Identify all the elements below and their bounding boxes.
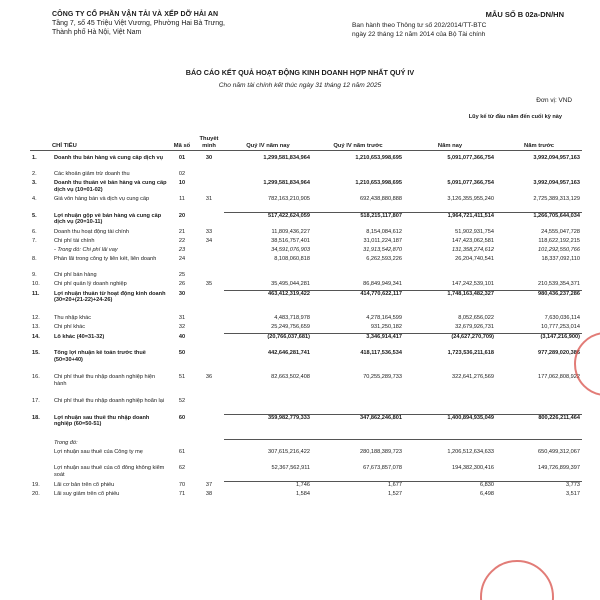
row-no: 13. [32, 324, 40, 331]
row-q-prev: 347,862,246,801 [312, 415, 404, 440]
company-address-line-1: Tầng 7, số 45 Triệu Việt Vương, Phường Hai Bà Trưng, [52, 20, 225, 28]
report-subtitle: Cho năm tài chính kết thúc ngày 31 tháng 12 năm 2025 [218, 82, 382, 89]
table-row [30, 247, 582, 256]
row-label: Chi phí tài chính [54, 238, 95, 245]
row-no: 9. [32, 272, 37, 279]
row-q-this: 52,367,562,911 [224, 465, 312, 482]
row-code: 10 [178, 180, 186, 187]
row-y-this: 1,964,721,411,514 [447, 213, 494, 220]
row-q-prev: 414,770,622,117 [360, 291, 402, 298]
row-no: 11. [32, 290, 40, 297]
row-note [194, 440, 224, 450]
row-note: 31 [205, 196, 213, 203]
row-label: - Trong đó: Chi phí lãi vay [54, 247, 118, 254]
row-code: 70 [178, 481, 186, 488]
row-code: 23 [178, 247, 186, 254]
row-note [194, 350, 224, 374]
table-row [30, 415, 582, 440]
row-note [194, 180, 224, 196]
col-header-q-this: Quý IV năm nay [224, 136, 312, 151]
row-q-this: 1,299,581,834,964 [263, 155, 310, 162]
row-code: 60 [178, 414, 186, 421]
row-code: 40 [178, 333, 186, 340]
table-row [30, 272, 582, 281]
row-y-this: 3,126,355,955,240 [404, 196, 496, 213]
row-q-this: 4,483,718,978 [274, 315, 310, 322]
row-no: 8. [32, 256, 37, 263]
row-y-this: 1,206,512,634,633 [447, 449, 494, 456]
row-y-prev: 3,992,094,957,163 [533, 155, 580, 162]
table-row [30, 449, 582, 465]
row-q-prev [312, 398, 404, 415]
table-row [30, 491, 582, 500]
row-y-prev: 980,436,237,286 [538, 291, 580, 298]
row-q-this: 442,646,281,741 [268, 350, 310, 357]
col-header-q-prev: Quý IV năm trước [312, 136, 404, 151]
row-q-this: 1,299,581,834,964 [263, 180, 310, 187]
row-label: Lỗ khác (40=31-32) [54, 333, 105, 340]
row-q-prev: 31,913,542,870 [363, 247, 402, 254]
row-label: Lợi nhuận thuần từ hoạt động kinh doanh (30=20+(21-22)+24-26) [54, 290, 166, 304]
row-code: 61 [178, 449, 186, 456]
row-q-prev: 67,673,857,078 [312, 465, 404, 482]
row-y-this: 26,204,740,541 [455, 256, 494, 263]
row-y-prev: 977,289,020,386 [538, 350, 580, 357]
row-y-prev: 2,725,389,313,129 [496, 196, 582, 213]
row-no: 18. [32, 414, 40, 421]
row-q-prev: 6,262,593,226 [366, 256, 402, 263]
row-q-this: 11,809,436,227 [271, 229, 310, 236]
row-y-this: 51,902,931,754 [455, 229, 494, 236]
table-row [30, 180, 582, 196]
row-code: 25 [178, 272, 186, 279]
report-title: BÁO CÁO KẾT QUẢ HOẠT ĐỘNG KINH DOANH HỢP NHẤT QUÝ IV [185, 68, 415, 77]
row-note [194, 465, 224, 482]
row-label: Lợi nhuận sau thuế của Công ty mẹ [54, 449, 143, 456]
row-q-this: 1,746 [296, 482, 310, 489]
row-y-this: 1,400,894,935,049 [404, 415, 496, 440]
row-q-this [224, 398, 312, 415]
row-code: 51 [178, 374, 186, 381]
table-row [30, 196, 582, 213]
row-y-prev: 177,062,808,922 [538, 374, 580, 381]
row-q-this: (20,766,037,681) [267, 334, 310, 341]
row-note [194, 324, 224, 334]
table-header-row [30, 136, 582, 151]
row-q-this: 782,163,210,905 [224, 196, 312, 213]
company-seal [480, 560, 554, 600]
col-header-y-this: Năm nay [404, 136, 496, 151]
table-row [30, 398, 582, 415]
row-y-prev: 18,337,092,110 [541, 256, 580, 263]
form-code: MẪU SỐ B 02a-DN/HN [485, 10, 564, 19]
row-q-this: 359,982,779,333 [224, 415, 312, 440]
row-no [30, 440, 52, 450]
row-q-this: 38,516,757,401 [271, 238, 310, 245]
row-q-this [224, 440, 312, 450]
row-label: Thu nhập khác [54, 315, 92, 322]
row-note [194, 415, 224, 440]
row-no: 17. [32, 398, 40, 405]
row-code: 62 [178, 465, 186, 472]
row-q-prev: 1,210,653,998,695 [355, 180, 402, 187]
row-label: Phần lãi trong công ty liên kết, liên doanh [54, 256, 157, 263]
row-code: 50 [178, 350, 186, 357]
row-y-this: 131,358,274,612 [452, 247, 494, 254]
table-row [30, 171, 582, 180]
row-code: 21 [178, 229, 186, 236]
row-no: 2. [32, 171, 37, 178]
row-code: 02 [178, 171, 186, 178]
row-no: 19. [32, 481, 40, 488]
row-no: 1. [32, 155, 37, 162]
row-note: 33 [205, 229, 213, 236]
row-no: 15. [32, 350, 40, 357]
row-q-this: 82,663,502,408 [271, 374, 310, 381]
row-y-prev [496, 440, 582, 450]
company-address-line-2: Thành phố Hà Nội, Việt Nam [52, 29, 142, 37]
table-row [30, 334, 582, 351]
table-row [30, 229, 582, 238]
row-y-this [404, 440, 496, 450]
row-note [194, 398, 224, 415]
row-code: 71 [178, 491, 186, 498]
row-y-prev: 210,539,354,371 [496, 281, 582, 291]
row-code: 30 [178, 290, 186, 297]
row-y-this: 194,382,300,416 [404, 465, 496, 482]
table-row [30, 281, 582, 291]
table-row [30, 256, 582, 272]
row-q-this: 463,412,319,422 [268, 291, 310, 298]
income-statement-table [30, 136, 582, 500]
row-q-prev: 4,278,164,599 [366, 315, 402, 322]
row-q-this: 1,584 [296, 491, 310, 498]
row-no: 3. [32, 180, 37, 187]
row-y-this [404, 171, 496, 180]
row-y-this: 322,641,276,569 [452, 374, 494, 381]
row-y-prev: 24,555,047,728 [541, 229, 580, 236]
company-header [52, 11, 352, 37]
row-q-this: 307,615,216,422 [268, 449, 310, 456]
row-note [194, 449, 224, 465]
row-q-this [224, 272, 312, 281]
row-q-prev: 1,527 [388, 491, 402, 498]
row-q-prev: 70,255,289,733 [363, 374, 402, 381]
circular-line-1: Ban hành theo Thông tư số 202/2014/TT-BTC [352, 21, 487, 29]
row-code: 32 [178, 324, 186, 331]
row-y-this: 8,052,656,022 [458, 315, 494, 322]
row-y-prev: 7,630,036,114 [544, 315, 580, 322]
row-y-this: 5,091,077,366,754 [447, 155, 494, 162]
row-q-prev: 418,117,536,534 [360, 350, 402, 357]
row-note: 38 [205, 491, 213, 498]
row-no: 7. [32, 238, 37, 245]
row-code: 11 [179, 196, 185, 203]
row-q-prev [312, 440, 404, 450]
row-q-prev: 3,346,914,417 [366, 334, 402, 341]
row-note [194, 291, 224, 316]
row-q-prev: 31,011,224,187 [363, 238, 402, 245]
row-y-prev: 1,266,705,644,034 [533, 213, 580, 220]
col-header-item: CHỈ TIÊU [30, 136, 170, 151]
row-y-prev [496, 272, 582, 281]
row-q-prev: 1,677 [388, 482, 402, 489]
row-no [30, 247, 52, 256]
table-row [30, 350, 582, 374]
row-y-prev [496, 398, 582, 415]
col-header-code: Mã số [170, 136, 194, 151]
col-header-note: Thuyết minh [194, 136, 224, 151]
table-row [30, 374, 582, 398]
circular-line-2: ngày 22 tháng 12 năm 2014 của Bộ Tài chính [352, 31, 486, 39]
row-label: Trong đó: [54, 439, 78, 446]
row-y-this [404, 398, 496, 415]
row-note: 35 [205, 281, 213, 288]
row-no [30, 465, 52, 482]
row-label: Chi phí thuế thu nhập doanh nghiệp hoãn lại [54, 398, 165, 405]
col-header-y-prev: Năm trước [496, 136, 582, 151]
row-label: Lợi nhuận gộp về bán hàng và cung cấp dịch vụ (20=10-11) [54, 212, 162, 226]
row-code: 31 [178, 315, 186, 322]
row-label: Doanh thu thuần về bán hàng và cung cấp dịch vụ (10=01-02) [54, 180, 167, 193]
row-note [194, 256, 224, 272]
row-q-prev [312, 272, 404, 281]
row-note [194, 334, 224, 351]
row-q-this: 517,422,624,059 [268, 213, 310, 220]
row-y-prev: 3,773 [566, 482, 580, 489]
row-no: 16. [32, 374, 40, 381]
table-row [30, 315, 582, 324]
row-q-prev: 8,154,084,612 [366, 229, 402, 236]
row-q-this: 35,495,044,281 [224, 281, 312, 291]
row-y-prev: (3,147,216,900) [540, 334, 580, 341]
row-y-this: 147,242,539,101 [404, 281, 496, 291]
row-note [194, 315, 224, 324]
row-label: Chi phí bán hàng [54, 272, 97, 279]
row-q-prev: 280,188,389,723 [360, 449, 402, 456]
row-label: Chi phí thuế thu nhập doanh nghiệp hiện hành [54, 374, 156, 387]
row-q-prev: 86,849,949,341 [312, 281, 404, 291]
row-y-prev: 10,777,253,014 [496, 324, 582, 334]
row-label: Doanh thu bán hàng và cung cấp dịch vụ [54, 155, 164, 162]
row-y-prev [496, 171, 582, 180]
row-y-this: 6,498 [480, 491, 494, 498]
row-q-prev: 1,210,653,998,695 [355, 155, 402, 162]
row-q-this: 8,108,060,818 [274, 256, 310, 263]
row-label: Các khoản giảm trừ doanh thu [54, 171, 130, 178]
row-code: 20 [178, 212, 186, 219]
row-y-prev: 3,517 [566, 491, 580, 498]
row-y-prev: 149,726,899,397 [496, 465, 582, 482]
row-label: Lợi nhuận sau thuế thu nhập doanh nghiệp (60=50-51) [54, 414, 150, 428]
row-label: Tổng lợi nhuận kế toán trước thuế (50=30+40) [54, 350, 146, 363]
row-q-this: 34,591,076,903 [271, 247, 310, 254]
row-code [170, 440, 194, 450]
row-note [194, 247, 224, 256]
row-y-this: 32,679,926,731 [404, 324, 496, 334]
currency-unit: Đơn vị: VND [536, 97, 572, 104]
row-y-this: 5,091,077,366,754 [447, 180, 494, 187]
row-q-prev [312, 171, 404, 180]
row-note: 37 [205, 481, 213, 488]
row-note [194, 213, 224, 230]
row-label: Chi phí quản lý doanh nghiệp [54, 281, 127, 288]
row-y-prev: 3,992,094,957,163 [533, 180, 580, 187]
form-header [352, 11, 572, 39]
row-label: Chi phí khác [54, 324, 86, 331]
row-y-prev: 101,292,550,766 [538, 247, 580, 254]
row-note: 36 [205, 374, 213, 381]
table-row [30, 465, 582, 482]
row-no: 20. [32, 491, 40, 498]
row-q-prev: 931,250,182 [312, 324, 404, 334]
row-no: 12. [32, 315, 40, 322]
row-y-this: 1,723,536,211,618 [447, 350, 494, 357]
row-y-this [404, 272, 496, 281]
accumulated-label: Lũy kế từ đầu năm đến cuối kỳ này [468, 114, 562, 120]
row-no: 10. [32, 281, 40, 288]
row-code: 22 [178, 238, 186, 245]
row-no: 5. [32, 212, 37, 219]
table-row [30, 238, 582, 247]
row-y-prev: 118,622,192,215 [538, 238, 580, 245]
row-y-this: 6,830 [480, 482, 494, 489]
row-label: Lãi cơ bản trên cổ phiếu [54, 481, 115, 488]
row-y-this: 147,423,062,581 [452, 238, 494, 245]
row-y-prev: 650,499,312,067 [538, 449, 580, 456]
row-y-this: (24,627,270,709) [451, 334, 494, 341]
row-label: Doanh thu hoạt động tài chính [54, 229, 129, 236]
row-code: 52 [178, 398, 186, 405]
table-row [30, 440, 582, 450]
row-no: 14. [32, 333, 40, 340]
row-q-this [224, 171, 312, 180]
row-y-prev: 800,226,211,464 [496, 415, 582, 440]
row-y-this: 1,748,163,482,327 [447, 291, 494, 298]
row-label: Lợi nhuận sau thuế của cổ đông không kiểm soát [54, 465, 165, 478]
row-q-prev: 518,215,117,807 [360, 213, 402, 220]
row-no [30, 449, 52, 465]
row-code: 24 [178, 256, 186, 263]
row-code: 01 [178, 155, 186, 162]
row-label: Giá vốn hàng bán và dịch vụ cung cấp [54, 196, 150, 203]
table-row [30, 155, 582, 171]
row-note [194, 272, 224, 281]
row-note [194, 171, 224, 180]
table-row [30, 213, 582, 230]
row-label: Lãi suy giảm trên cổ phiếu [54, 491, 120, 498]
table-row [30, 482, 582, 492]
row-q-this: 25,249,756,659 [224, 324, 312, 334]
row-no: 4. [32, 196, 37, 203]
row-no: 6. [32, 229, 37, 236]
table-row [30, 291, 582, 316]
row-q-prev: 692,438,880,888 [312, 196, 404, 213]
company-name: CÔNG TY CỔ PHẦN VẬN TẢI VÀ XẾP DỠ HẢI AN [52, 11, 219, 18]
table-row [30, 324, 582, 334]
row-code: 26 [178, 281, 186, 288]
row-note: 34 [205, 238, 213, 245]
row-note: 30 [205, 155, 213, 162]
